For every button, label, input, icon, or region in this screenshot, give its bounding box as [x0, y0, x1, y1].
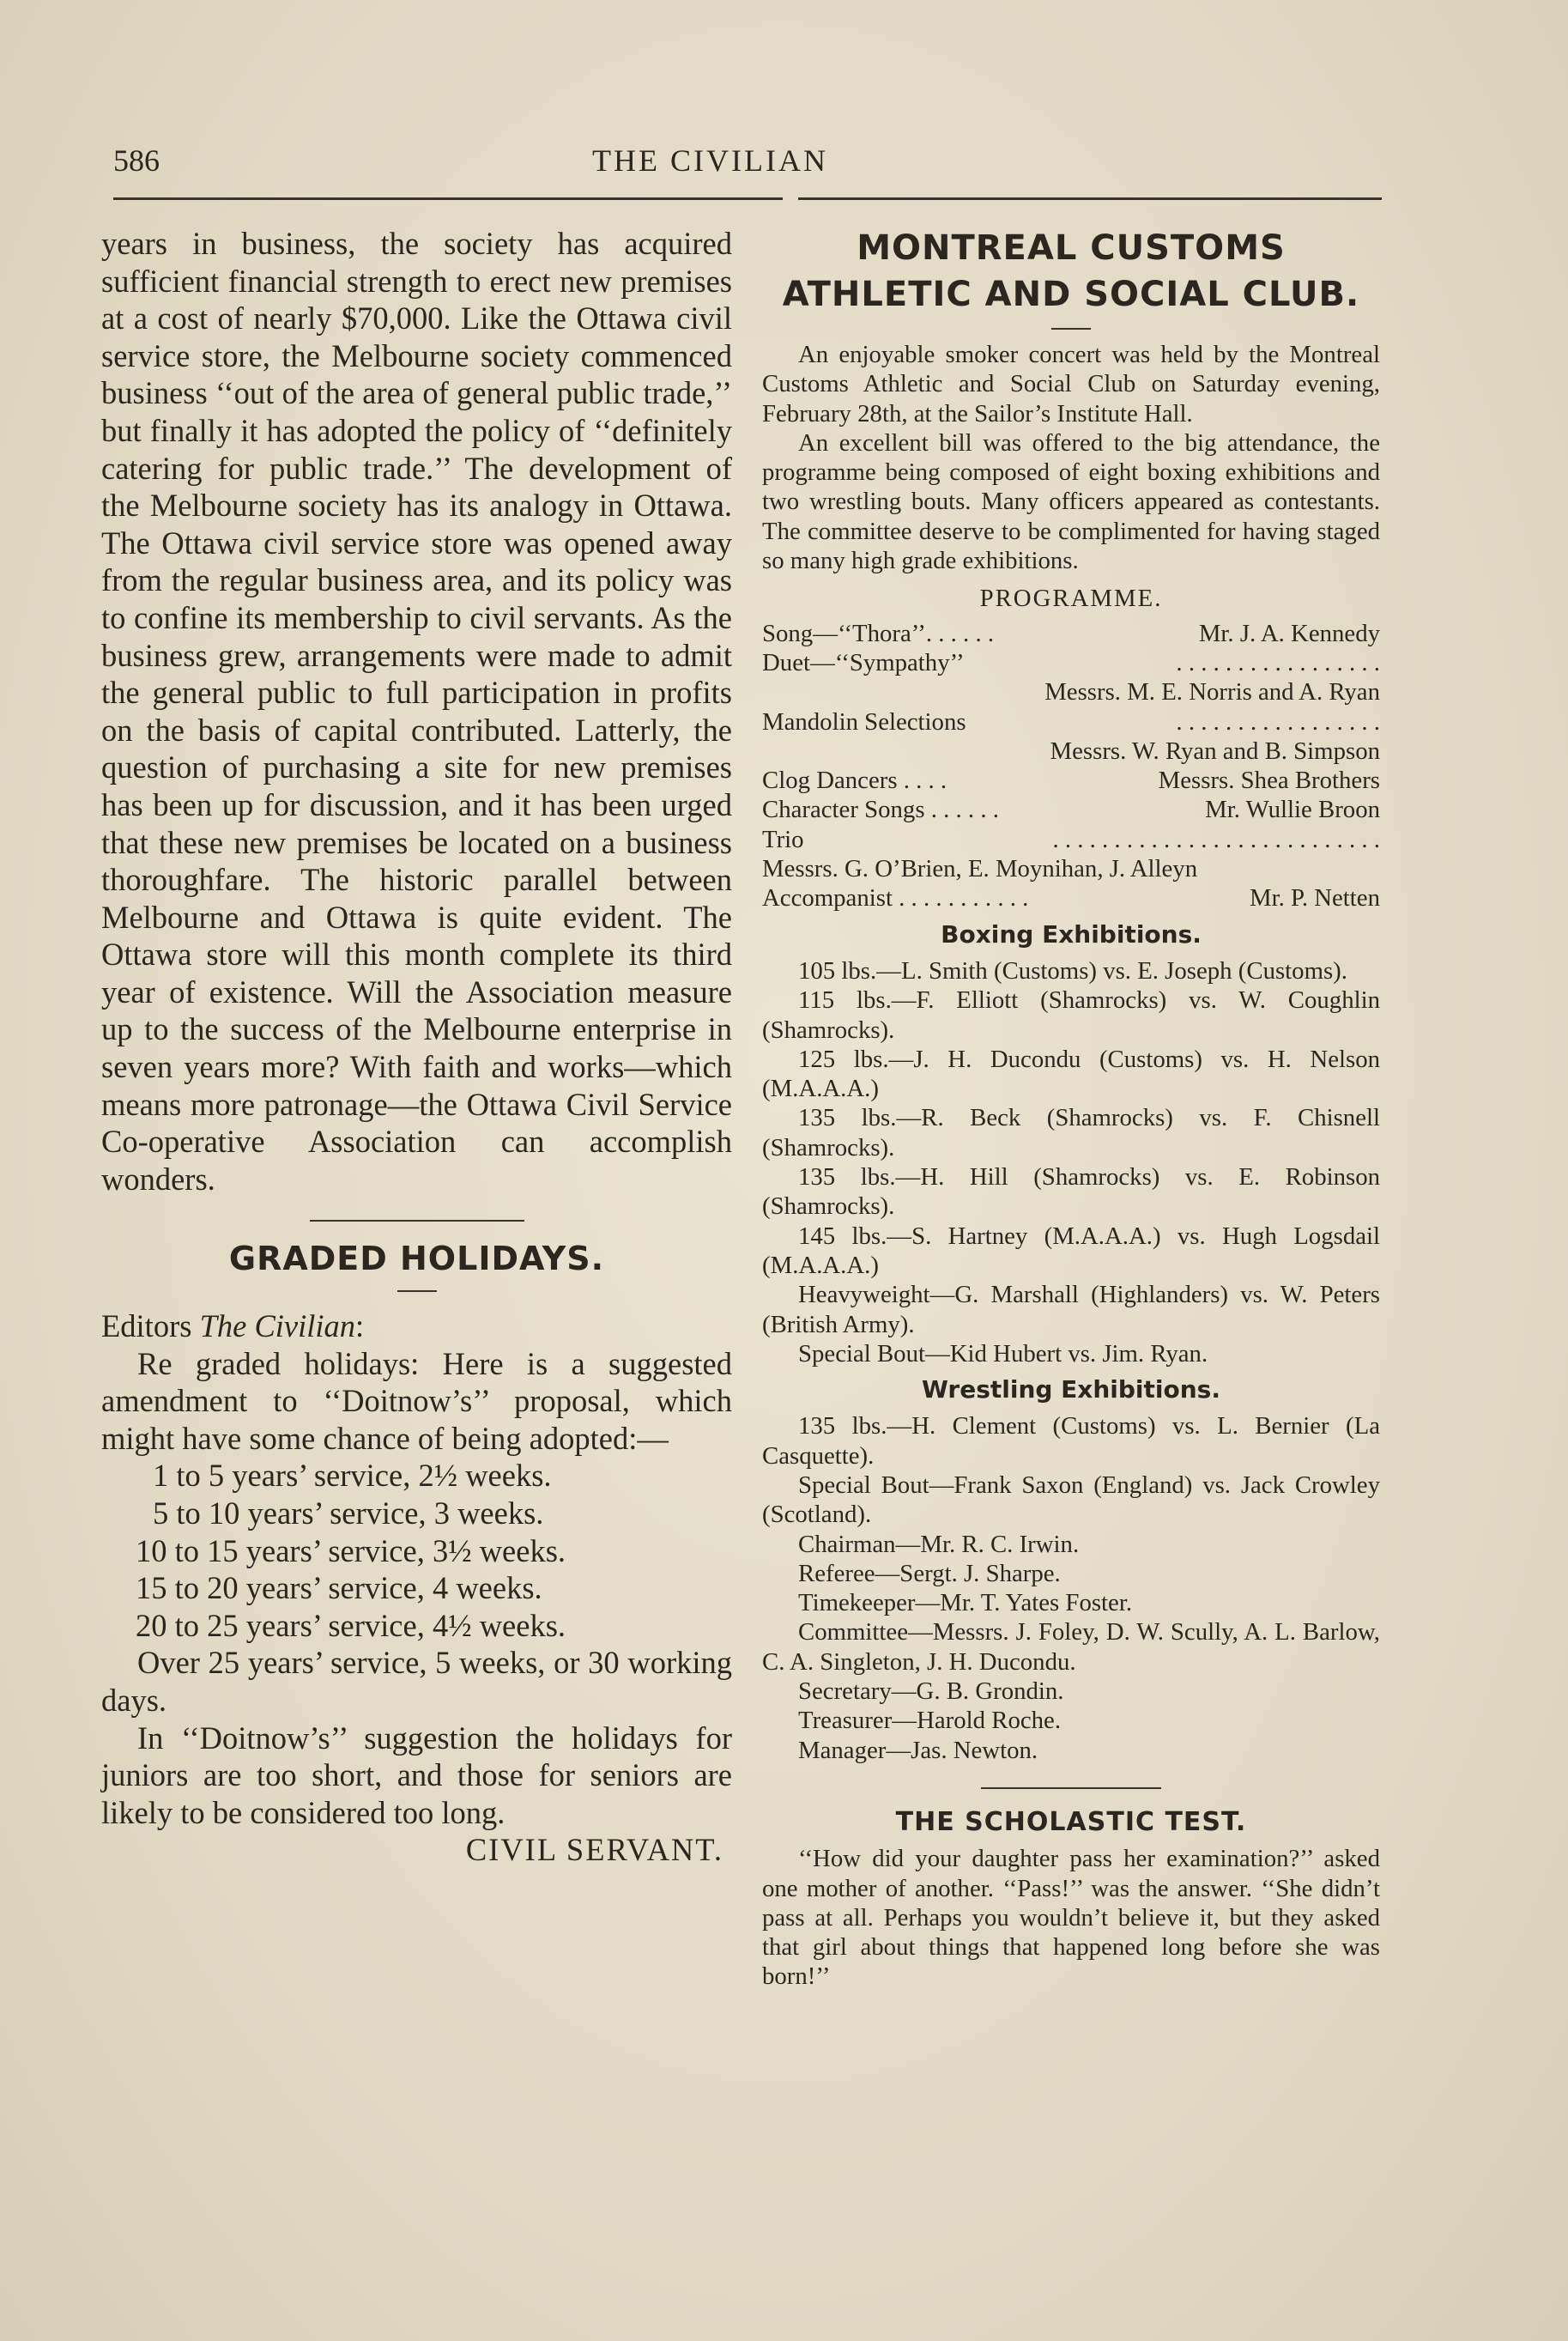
editors-publication: The Civilian [199, 1308, 356, 1344]
programme-list [762, 619, 1380, 913]
programme-act: Clog Dancers . . . . [762, 767, 947, 795]
wrestling-title: Wrestling Exhibitions. [922, 1375, 1220, 1404]
title-dash [1051, 328, 1091, 330]
programme-act: Accompanist . . . . . . . . . . . [762, 884, 1029, 913]
programme-performer: Messrs. Shea Brothers [1158, 767, 1380, 795]
programme-act: Character Songs . . . . . . [762, 796, 999, 824]
club-paragraph-2: An excellent bill was offered to the big attendance, the programme being composed of eight boxing exhibitions and two wrestling bouts. Many officers appeared as contestants. The committee deserve to be complimented for having staged so many high grade exhibitions. [762, 428, 1380, 575]
boxing-bout: 135 lbs.—R. Beck (Shamrocks) vs. F. Chisnell (Shamrocks). [762, 1104, 1380, 1161]
schedule-line: 20 to 25 years’ service, 4½ weeks. [136, 1607, 566, 1643]
programme-item [762, 677, 1380, 707]
header-rule-left [113, 197, 783, 200]
schedule-over-25: Over 25 years’ service, 5 weeks, or 30 working days. [101, 1645, 732, 1718]
programme-item [762, 883, 1380, 913]
club-title: MONTREAL CUSTOMS ATHLETIC AND SOCIAL CLUB. [782, 228, 1360, 314]
page-number: 586 [113, 143, 160, 178]
left-column [101, 225, 732, 1869]
programme-leader: . . . . . . . . . . . . . . . . . [1176, 648, 1380, 676]
wrestling-list [762, 1411, 1380, 1529]
schedule-line: 10 to 15 years’ service, 3½ weeks. [136, 1532, 566, 1568]
boxing-bout: 115 lbs.—F. Elliott (Shamrocks) vs. W. Coughlin (Shamrocks). [762, 986, 1380, 1044]
programme-leader: . . . . . . . . . . . . . . . . . . . . . . . . . . . [1052, 825, 1380, 853]
title-dash [397, 1290, 437, 1292]
signature: CIVIL SERVANT. [465, 1832, 723, 1868]
programme-act: Mandolin Selections [762, 707, 966, 736]
programme-item [762, 737, 1380, 766]
programme-leader: . . . . . . . . . . . . . . . . . [1176, 707, 1380, 736]
boxing-bout: 145 lbs.—S. Hartney (M.A.A.A.) vs. Hugh Logsdail (M.A.A.A.) [762, 1222, 1380, 1279]
programme-item [762, 854, 1380, 883]
programme-item [762, 707, 1380, 737]
programme-performer: Mr. Wullie Broon [1205, 796, 1380, 824]
boxing-title: Boxing Exhibitions. [941, 919, 1202, 949]
section-divider [981, 1787, 1161, 1789]
graded-holidays-title: GRADED HOLIDAYS. [228, 1240, 605, 1278]
wrestling-bout: Special Bout—Frank Saxon (England) vs. Jack Crowley (Scotland). [762, 1471, 1380, 1529]
editors-prefix: Editors [101, 1308, 192, 1344]
programme-item [762, 766, 1380, 795]
officials-list [762, 1530, 1380, 1765]
official-line: Timekeeper—Mr. T. Yates Foster. [798, 1589, 1133, 1617]
section-divider [310, 1220, 524, 1222]
graded-closing: In ‘‘Doitnow’s’’ suggestion the holidays for juniors are too short, and those for seniors are likely to be considered too long. [101, 1719, 732, 1830]
graded-intro: Re graded holidays: Here is a suggested amendment to ‘‘Doitnow’s’’ proposal, which might have some chance of being adopted:— [101, 1345, 732, 1456]
programme-performer: Messrs. W. Ryan and B. Simpson [1050, 737, 1380, 765]
schedule-line: 15 to 20 years’ service, 4 weeks. [136, 1570, 542, 1606]
official-line: Chairman—Mr. R. C. Irwin. [798, 1530, 1080, 1558]
header-rule-right [798, 197, 1382, 200]
boxing-bout: Special Bout—Kid Hubert vs. Jim. Ryan. [798, 1339, 1208, 1368]
official-line: Secretary—G. B. Grondin. [798, 1677, 1064, 1706]
scholastic-title: THE SCHOLASTIC TEST. [895, 1806, 1247, 1837]
programme-item [762, 795, 1380, 824]
programme-item [762, 648, 1380, 677]
scholastic-text: ‘‘How did your daughter pass her examination?’’ asked one mother of another. ‘‘Pass!’’ was the answer. ‘‘She didn’t pass at all. Perhaps you wouldn’t believe it, but they asked that girl about things that happened long before she was born!’’ [762, 1845, 1380, 1991]
left-paragraph-continued: years in business, the society has acquired sufficient financial strength to erect new premises at a cost of nearly $70,000. Like the Ottawa civil service store, the Melbourne society commenced business ‘‘out of the area of general public trade,’’ but finally it has adopted the policy of ‘‘definitely catering for public trade.’’ The development of the Melbourne society has its analogy in Ottawa. The Ottawa civil service store was opened away from the regular business area, and its policy was to confine its membership to civil servants. As the business grew, arrangements were made to admit the general public to full participation in profits on the basis of capital contributed. Latterly, the question of purchasing a site for new premises has been up for discussion, and it has been urged that these new premises be located on a business thoroughfare. The historic parallel between Melbourne and Ottawa is quite evident. The Ottawa store will this month complete its third year of existence. Will the Association measure up to the success of the Melbourne enterprise in seven years more? With faith and works—which means more patronage—the Ottawa Civil Service Co-operative Association can accomplish wonders. [101, 226, 732, 1197]
programme-item [762, 619, 1380, 648]
programme-item [762, 825, 1380, 854]
schedule-line: 5 to 10 years’ service, 3 weeks. [153, 1495, 544, 1531]
boxing-list [762, 956, 1380, 1368]
boxing-bout: Heavyweight—G. Marshall (Highlanders) vs. W. Peters (British Army). [762, 1281, 1380, 1338]
schedule-line: 1 to 5 years’ service, 2½ weeks. [153, 1458, 552, 1494]
official-line: Treasurer—Harold Roche. [798, 1707, 1062, 1735]
programme-act: Duet—‘‘Sympathy’’ [762, 648, 965, 676]
programme-act: Trio [762, 825, 804, 853]
wrestling-bout: 135 lbs.—H. Clement (Customs) vs. L. Bernier (La Casquette). [762, 1412, 1380, 1470]
programme-performer: Messrs. G. O’Brien, E. Moynihan, J. Alleyn [762, 855, 1198, 883]
boxing-bout: 125 lbs.—J. H. Ducondu (Customs) vs. H. Nelson (M.A.A.A.) [762, 1045, 1380, 1103]
editors-suffix: : [355, 1308, 365, 1344]
boxing-bout: 105 lbs.—L. Smith (Customs) vs. E. Joseph (Customs). [798, 956, 1347, 985]
programme-performer: Messrs. M. E. Norris and A. Ryan [1044, 678, 1380, 707]
programme-act: Song—‘‘Thora’’. . . . . . [762, 619, 995, 647]
official-line: Referee—Sergt. J. Sharpe. [798, 1559, 1061, 1587]
editors-salutation [101, 1307, 732, 1345]
programme-performer: Mr. J. A. Kennedy [1198, 619, 1380, 647]
right-column [762, 225, 1380, 1992]
programme-performer: Mr. P. Netten [1250, 884, 1380, 913]
official-line: Manager—Jas. Newton. [798, 1736, 1038, 1764]
running-title: THE CIVILIAN [592, 143, 828, 178]
holiday-schedule [101, 1457, 732, 1644]
club-paragraph-1: An enjoyable smoker concert was held by the Montreal Customs Athletic and Social Club on Saturday evening, February 28th, at the Sailor’s Institute Hall. [762, 341, 1380, 428]
official-line: Committee—Messrs. J. Foley, D. W. Scully, A. L. Barlow, C. A. Singleton, J. H. Ducondu. [762, 1618, 1380, 1676]
boxing-bout: 135 lbs.—H. Hill (Shamrocks) vs. E. Robinson (Shamrocks). [762, 1163, 1380, 1221]
programme-title: PROGRAMME. [979, 585, 1163, 613]
